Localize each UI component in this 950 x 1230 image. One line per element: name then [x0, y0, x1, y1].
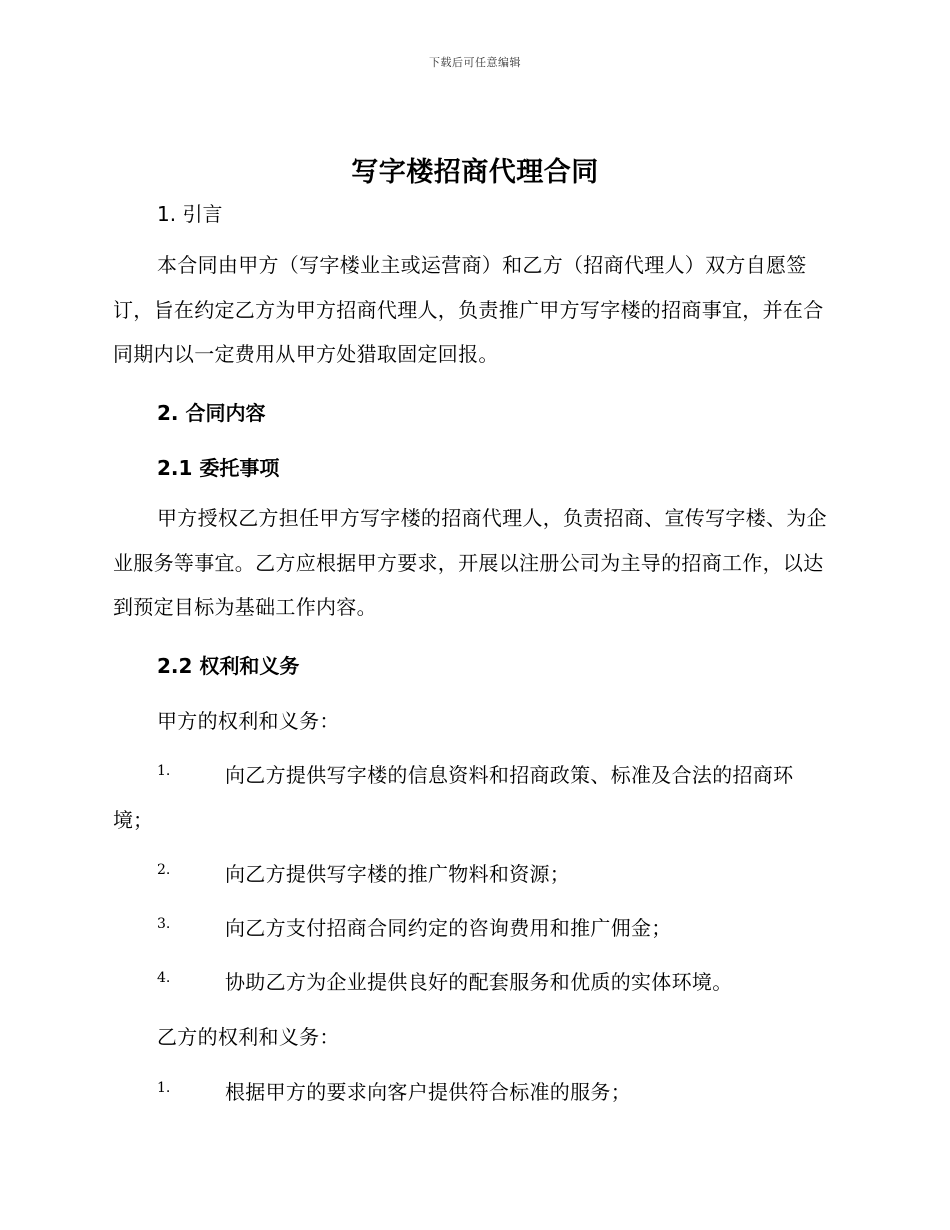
party-a-intro: 甲方的权利和义务： — [157, 709, 340, 733]
list-item-text: 向乙方提供写字楼的信息资料和招商政策、标准及合法的招商环 — [225, 763, 794, 787]
page-title: 写字楼招商代理合同 — [351, 157, 599, 188]
section-2-heading: 2. 合同内容 — [157, 401, 266, 425]
list-item-number: 2. — [157, 862, 171, 878]
list-item-continuation: 境； — [113, 808, 153, 832]
section-2-1-paragraph: 甲方授权乙方担任甲方写字楼的招商代理人，负责招商、宣传写字楼、为企业服务等事宜。乙方应根据甲方要求，开展以注册公司为主导的招商工作，以达到预定目标为基础工作内容。 — [113, 506, 827, 619]
section-1-heading: 1. 引言 — [157, 202, 223, 226]
section-2-1-heading: 2.1 委托事项 — [157, 456, 280, 480]
list-item-number: 1. — [157, 1080, 171, 1096]
party-b-intro: 乙方的权利和义务： — [157, 1025, 340, 1049]
list-item-number: 1. — [157, 763, 171, 779]
list-item-text: 根据甲方的要求向客户提供符合标准的服务； — [225, 1080, 631, 1104]
list-item-number: 3. — [157, 916, 171, 932]
list-item-number: 4. — [157, 970, 171, 986]
list-item-text: 协助乙方为企业提供良好的配套服务和优质的实体环境。 — [225, 970, 733, 994]
list-item-text: 向乙方支付招商合同约定的咨询费用和推广佣金； — [225, 916, 672, 940]
section-1-paragraph: 本合同由甲方（写字楼业主或运营商）和乙方（招商代理人）双方自愿签订，旨在约定乙方为甲方招商代理人，负责推广甲方写字楼的招商事宜，并在合同期内以一定费用从甲方处猎取固定回报。 — [113, 253, 824, 366]
header-note: 下载后可任意编辑 — [429, 56, 521, 69]
list-item-text: 向乙方提供写字楼的推广物料和资源； — [225, 862, 571, 886]
section-2-2-heading: 2.2 权利和义务 — [157, 654, 300, 678]
